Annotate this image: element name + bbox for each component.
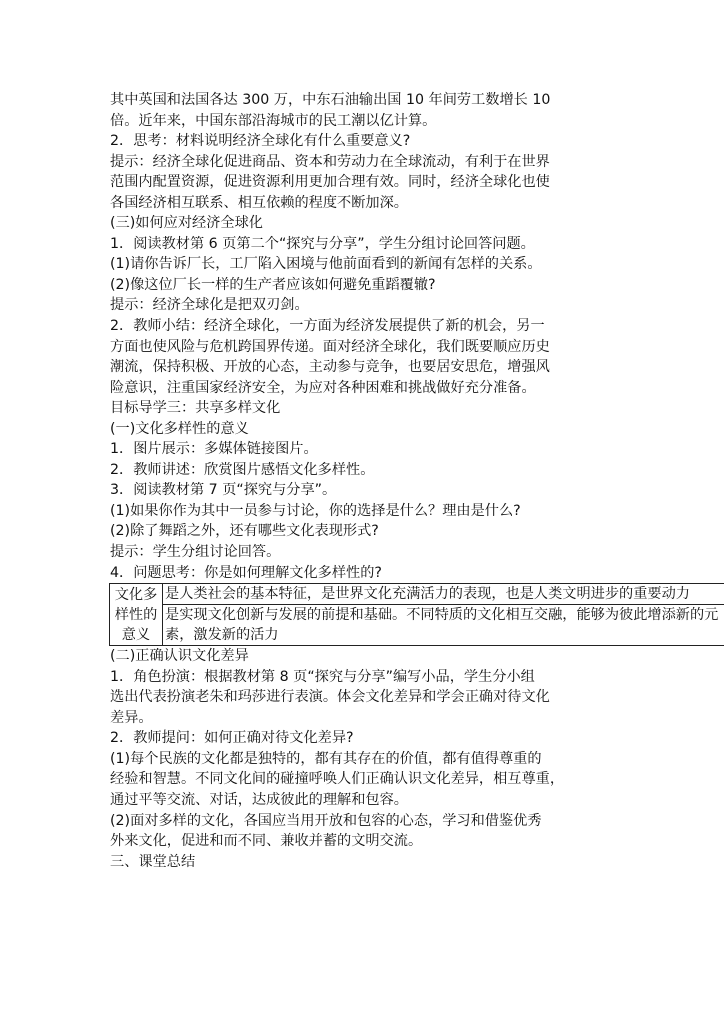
text-line: 1．阅读教材第 6 页第二个“探究与分享”，学生分组讨论回答问题。	[110, 235, 535, 252]
text-line: 倍。近年来，中国东部沿海城市的民工潮以亿计算。	[110, 112, 437, 129]
section-heading: (三)如何应对经济全球化	[110, 215, 263, 232]
text-line: 2．教师讲述：欣赏图片感悟文化多样性。	[110, 461, 375, 478]
hint-line: 提示：学生分组讨论回答。	[110, 544, 281, 561]
text-line: 2．教师小结：经济全球化，一方面为经济发展提供了新的机会，另一	[110, 318, 545, 335]
text-line: (2)像这位厂长一样的生产者应该如何避免重蹈覆辙?	[110, 276, 436, 293]
table-cell: 是人类社会的基本特征，是世界文化充满活力的表现，也是人类文明进步的重要动力	[163, 584, 724, 605]
question-line: 2．教师提问：如何正确对待文化差异?	[110, 730, 354, 747]
text-line: 选出代表扮演老朱和玛莎进行表演。体会文化差异和学会正确对待文化	[110, 689, 550, 706]
text-line: 1．角色扮演：根据教材第 8 页“探究与分享”编写小品，学生分小组	[110, 668, 535, 685]
text-line: 各国经济相互联系、相互依赖的程度不断加深。	[110, 194, 408, 211]
question-line: 4．问题思考：你是如何理解文化多样性的?	[110, 564, 382, 581]
text-line: 范围内配置资源，促进资源利用更加合理有效。同时，经济全球化也使	[110, 174, 550, 191]
text-line: (1)每个民族的文化都是独特的，都有其存在的价值，都有值得尊重的	[110, 750, 542, 767]
text-line: 差异。	[110, 709, 153, 726]
table-header-cell: 文化多样性的意义	[110, 584, 163, 646]
text-line: 3．阅读教材第 7 页“探究与分享”。	[110, 482, 337, 499]
text-line: 险意识，注重国家经济安全，为应对各种困难和挑战做好充分准备。	[110, 379, 536, 396]
text-line: (1)请你告诉厂长，工厂陷入困境与他前面看到的新闻有怎样的关系。	[110, 256, 542, 273]
text-block-bottom	[110, 646, 724, 872]
text-line: 潮流，保持积极、开放的心态，主动参与竞争，也要居安思危，增强风	[110, 359, 550, 376]
text-block-top	[110, 90, 724, 583]
hint-line: 提示：经济全球化促进商品、资本和劳动力在全球流动，有利于在世界	[110, 153, 550, 170]
section-heading: 三、课堂总结	[110, 853, 196, 870]
table-row	[110, 605, 724, 646]
text-line: 1．图片展示：多媒体链接图片。	[110, 441, 318, 458]
section-heading: (二)正确认识文化差异	[110, 648, 249, 665]
text-line: (1)如果你作为其中一员参与讨论，你的选择是什么？理由是什么?	[110, 502, 521, 519]
text-line: 通过平等交流、对话，达成彼此的理解和包容。	[110, 791, 408, 808]
text-line: (2)面对多样的文化，各国应当用开放和包容的心态，学习和借鉴优秀	[110, 812, 542, 829]
document-page	[110, 90, 724, 872]
text-line: 外来文化，促进和而不同、兼收并蓄的文明交流。	[110, 833, 423, 850]
section-heading: 目标导学三：共享多样文化	[110, 400, 281, 417]
table-cell: 是实现文化创新与发展的前提和基础。不同特质的文化相互交融，能够为彼此增添新的元素，激发新的活力	[163, 605, 724, 646]
culture-diversity-table	[109, 583, 724, 646]
text-line: 方面也使风险与危机跨国界传递。面对经济全球化，我们既要顺应历史	[110, 338, 550, 355]
table-row	[110, 584, 724, 605]
text-line: 其中英国和法国各达 300 万，中东石油输出国 10 年间劳工数增长 10	[110, 92, 551, 108]
section-heading: (一)文化多样性的意义	[110, 420, 249, 437]
question-line: 2．思考：材料说明经济全球化有什么重要意义?	[110, 133, 411, 150]
text-line: 经验和智慧。不同文化间的碰撞呼唤人们正确认识文化差异，相互尊重，	[110, 771, 565, 788]
hint-line: 提示：经济全球化是把双刃剑。	[110, 297, 309, 314]
text-line: (2)除了舞蹈之外，还有哪些文化表现形式?	[110, 523, 379, 540]
